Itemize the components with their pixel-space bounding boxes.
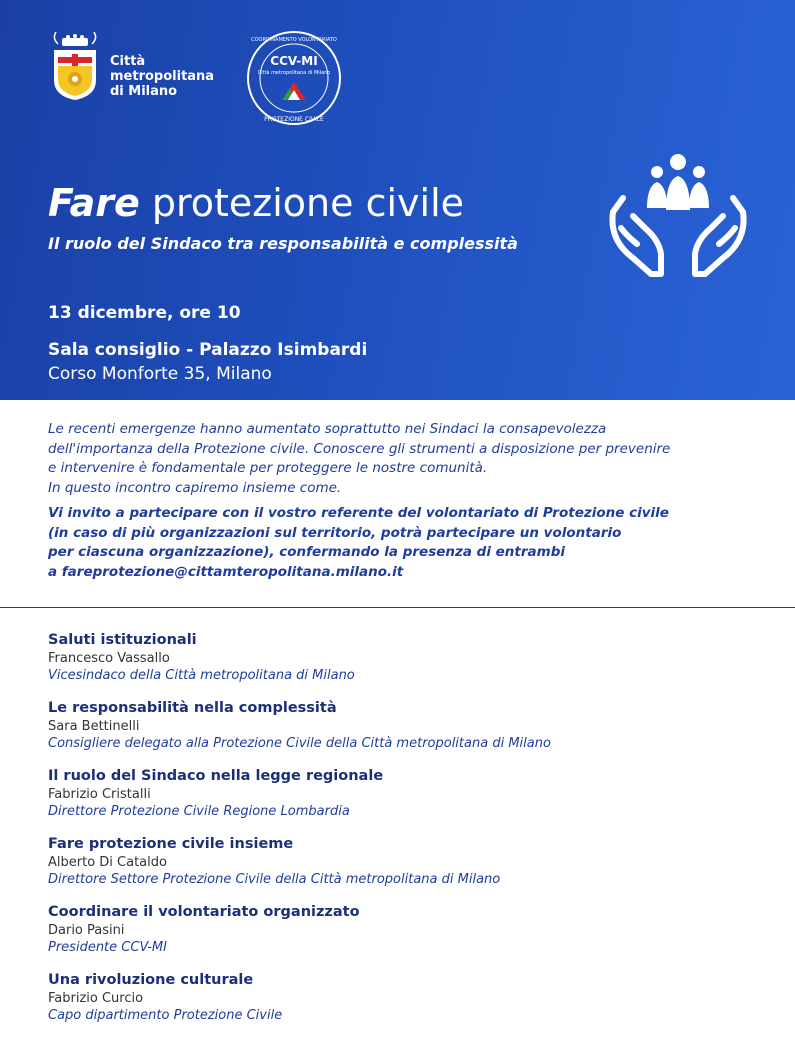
section-divider <box>0 607 795 608</box>
ccv-mi-logo <box>246 30 342 126</box>
event-address: Corso Monforte 35, Milano <box>48 364 272 384</box>
title-bold: Fare <box>48 181 140 225</box>
program-item-title: Coordinare il volontariato organizzato <box>48 904 360 920</box>
program-item-speaker: Fabrizio Curcio <box>48 991 144 1006</box>
program-item-role: Presidente CCV-MI <box>48 940 167 955</box>
program-item-title: Una rivoluzione culturale <box>48 972 254 988</box>
event-venue: Sala consiglio - Palazzo Isimbardi <box>48 340 368 360</box>
program-item-title: Il ruolo del Sindaco nella legge regionale <box>48 768 384 784</box>
program-item-role: Consigliere delegato alla Protezione Civile della Città metropolitana di Milano <box>48 736 551 751</box>
program-item <box>48 902 778 970</box>
program-item-speaker: Dario Pasini <box>48 923 125 938</box>
event-date: 13 dicembre, ore 10 <box>48 303 241 323</box>
intro-line: In questo incontro capiremo insieme come. <box>48 479 342 496</box>
hands-people-icon <box>603 150 753 284</box>
program-item-title: Fare protezione civile insieme <box>48 836 294 852</box>
invite-line: (in caso di più organizzazioni sul territorio, potrà partecipare un volontario <box>48 524 622 541</box>
invite-line: per ciascuna organizzazione), confermando la presenza di entrambi <box>48 544 566 560</box>
program-item-speaker: Sara Bettinelli <box>48 719 140 734</box>
ccv-mi-sub: Città metropolitana di Milano <box>257 70 331 76</box>
program-item-speaker: Alberto Di Cataldo <box>48 855 167 870</box>
program-item-role: Direttore Protezione Civile Regione Lombardia <box>48 804 350 819</box>
header-banner <box>0 0 795 400</box>
invite-line: Vi invito a partecipare con il vostro referente del volontariato di Protezione civile <box>48 505 669 521</box>
program-item-speaker: Francesco Vassallo <box>48 651 170 666</box>
program-list <box>48 630 778 1038</box>
intro-line: Le recenti emergenze hanno aumentato soprattutto nei Sindaci la consapevolezza <box>48 421 607 437</box>
program-item <box>48 698 778 766</box>
program-item-role: Vicesindaco della Città metropolitana di Milano <box>48 668 355 683</box>
program-item <box>48 834 778 902</box>
org-name <box>110 54 230 99</box>
program-item-title: Saluti istituzionali <box>48 632 197 648</box>
org-name-line1: Città <box>110 54 146 69</box>
ccv-mi-seal-icon <box>246 30 342 126</box>
program-item <box>48 630 778 698</box>
citta-metropolitana-crest-icon <box>48 32 102 102</box>
intro-line: dell'importanza della Protezione civile. Conoscere gli strumenti a disposizione per prevenire <box>48 440 671 457</box>
program-item-role: Capo dipartimento Protezione Civile <box>48 1008 283 1023</box>
org-name-line3: di Milano <box>110 84 178 99</box>
invite-email: a fareprotezione@cittamteropolitana.milano.it <box>48 563 404 580</box>
svg-text:COORDINAMENTO VOLONTARIATO: COORDINAMENTO VOLONTARIATO <box>251 37 337 43</box>
title-rest: protezione civile <box>151 181 465 225</box>
page-subtitle: Il ruolo del Sindaco tra responsabilità e complessità <box>48 234 518 253</box>
program-item <box>48 970 778 1038</box>
page-title <box>48 180 464 226</box>
program-item <box>48 766 778 834</box>
svg-text:PROTEZIONE CIVILE: PROTEZIONE CIVILE <box>264 116 324 123</box>
intro-text <box>48 420 778 582</box>
program-item-title: Le responsabilità nella complessità <box>48 700 337 716</box>
org-name-line2: metropolitana <box>110 69 215 84</box>
program-item-role: Direttore Settore Protezione Civile della Città metropolitana di Milano <box>48 872 501 887</box>
ccv-mi-label: CCV-MI <box>270 54 318 68</box>
program-item-speaker: Fabrizio Cristalli <box>48 787 151 802</box>
intro-line: e intervenire è fondamentale per proteggere le nostre comunità. <box>48 460 488 476</box>
